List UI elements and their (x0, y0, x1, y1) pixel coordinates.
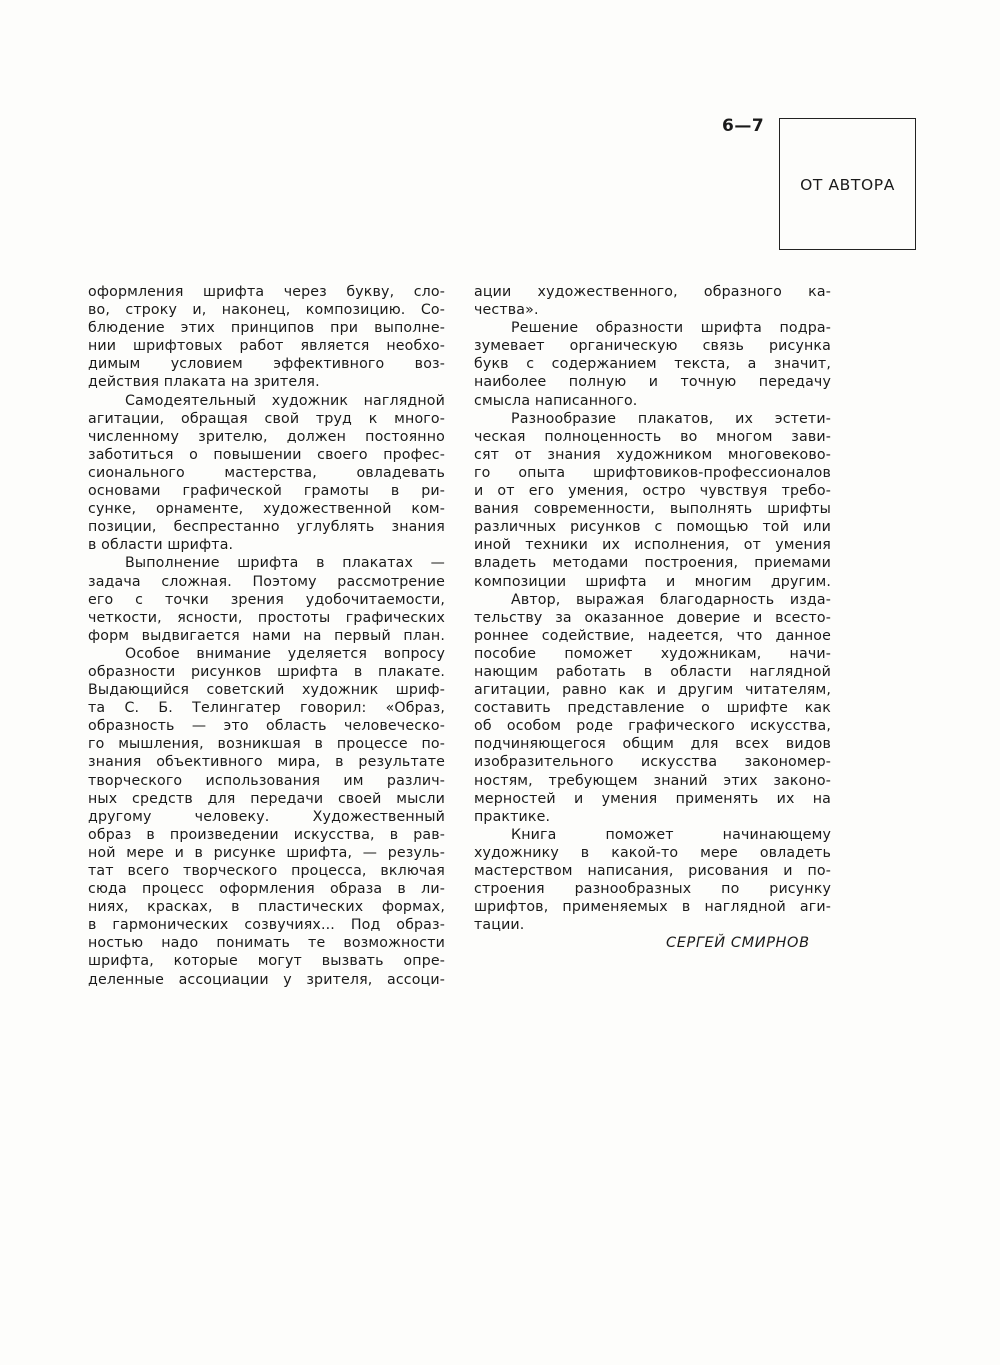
text-line: чества». (474, 302, 539, 319)
text-line: Книга поможет начинающему (511, 826, 831, 843)
text-line: тат всего творческого процесса, включая (88, 863, 445, 879)
text-line: букв с содержанием текста, а значит, (474, 356, 831, 373)
text-line: различных рисунков с помощью той или (474, 519, 831, 536)
text-line: мастерством написания, рисования и по- (474, 863, 831, 879)
text-line: сунке, орнаменте, художественной ком- (88, 501, 445, 518)
text-line: образ в произведении искусства, в рав- (88, 826, 445, 843)
text-line: димым условием эффективного воз- (88, 356, 445, 373)
text-line: ных средств для передачи своей мысли (88, 790, 445, 807)
text-line: композиции шрифта и многим другим. (474, 573, 831, 590)
text-line: вания современности, выполнять шрифты (474, 501, 831, 518)
text-line: основами графической грамоты в ри- (88, 483, 445, 500)
text-line: действия плаката на зрителя. (88, 374, 320, 391)
text-line: шрифтов, применяемых в наглядной аги- (474, 899, 831, 916)
text-line: смысла написанного. (474, 392, 638, 409)
text-line: об особом роде графического искусства, (474, 718, 831, 735)
text-line: ностям, требующем знаний этих законо- (474, 772, 831, 789)
text-line: го опыта шрифтовиков-профессионалов (474, 464, 831, 481)
text-line: ческая полноценность во многом зави- (474, 428, 831, 445)
text-line: роннее содействие, надеется, что данное (474, 627, 831, 644)
text-line: практике. (474, 808, 551, 825)
text-line: в гармонических созвучиях... Под образ- (88, 917, 445, 934)
section-title: ОТ АВТОРА (800, 175, 895, 194)
text-line: сионального мастерства, овладевать (88, 464, 445, 481)
text-line: Автор, выражая благодарность изда- (511, 591, 831, 608)
text-line: ниях, красках, в пластических формах, (88, 899, 445, 916)
text-line: иной техники их исполнения, от умения (474, 537, 831, 554)
text-line: Особое внимание уделяется вопросу (125, 645, 445, 662)
text-line: мерностей и умения применять их на (474, 790, 831, 807)
text-line: сят от знания художником многовеково- (474, 446, 831, 463)
text-line: подчиняющегося общим для всех видов (474, 736, 831, 753)
text-line: образность — это область человеческо- (88, 718, 445, 735)
text-line: пособие поможет художникам, начи- (474, 645, 831, 662)
text-line: художнику в какой-то мере овладеть (474, 844, 831, 861)
text-line: го мышления, возникшая в процессе по- (88, 736, 445, 753)
text-line: во, строку и, наконец, композицию. Со- (88, 302, 445, 319)
author-signature: СЕРГЕЙ СМИРНОВ (666, 935, 810, 951)
text-line: Самодеятельный художник наглядной (125, 392, 445, 409)
text-line: та С. Б. Телингатер говорил: «Образ, (88, 700, 445, 717)
text-line: блюдение этих принципов при выполне- (88, 320, 445, 337)
text-line: агитации, обращая свой труд к много- (88, 410, 445, 427)
text-line: позиции, беспрестанно углублять знания (88, 519, 445, 536)
text-line: его с точки зрения удобочитаемости, (88, 591, 445, 608)
text-line: тации. (474, 917, 525, 934)
left-text-column (88, 283, 445, 989)
text-line: образности рисунков шрифта в плакате. (88, 663, 445, 680)
text-line: другому человеку. Художественный (88, 808, 445, 825)
text-line: Разнообразие плакатов, их эстети- (511, 410, 831, 427)
text-line: форм выдвигается нами на первый план. (88, 627, 445, 644)
text-line: численному зрителю, должен постоянно (88, 428, 445, 445)
text-line: задача сложная. Поэтому рассмотрение (88, 573, 445, 590)
text-line: нающим работать в области наглядной (474, 663, 831, 680)
text-line: Решение образности шрифта подра- (511, 320, 831, 337)
text-line: нии шрифтовых работ является необхо- (88, 338, 445, 355)
text-line: ации художественного, образного ка- (474, 284, 831, 300)
text-line: и от его умения, остро чувствуя требо- (474, 483, 831, 500)
section-title-box (779, 118, 916, 250)
text-line: творческого использования им различ- (88, 772, 445, 789)
text-line: наиболее полную и точную передачу (474, 374, 831, 391)
text-line: оформления шрифта через букву, сло- (88, 284, 445, 300)
text-line: шрифта, которые могут вызвать опре- (88, 953, 445, 970)
text-line: заботиться о повышении своего профес- (88, 446, 445, 463)
text-line: тельству за оказанное доверие и всесто- (474, 609, 831, 626)
text-line: зумевает органическую связь рисунка (474, 338, 831, 355)
text-line: деленные ассоциации у зрителя, ассоци- (88, 971, 445, 988)
text-line: составить представление о шрифте как (474, 700, 831, 717)
text-line: ностью надо понимать те возможности (88, 935, 445, 952)
page-number: 6—7 (722, 116, 765, 136)
text-line: Выполнение шрифта в плакатах — (125, 555, 445, 572)
text-line: знания объективного мира, в результате (88, 754, 445, 771)
text-line: в области шрифта. (88, 537, 234, 554)
text-line: строения разнообразных по рисунку (474, 881, 831, 898)
text-line: сюда процесс оформления образа в ли- (88, 881, 445, 898)
text-line: четкости, ясности, простоты графических (88, 609, 445, 626)
text-line: владеть методами построения, приемами (474, 555, 831, 572)
text-line: Выдающийся советский художник шриф- (88, 682, 445, 699)
text-line: изобразительного искусства закономер- (474, 754, 831, 771)
text-line: агитации, равно как и другим читателям, (474, 682, 831, 699)
right-text-column (474, 283, 831, 934)
text-line: ной мере и в рисунке шрифта, — резуль- (88, 844, 445, 861)
